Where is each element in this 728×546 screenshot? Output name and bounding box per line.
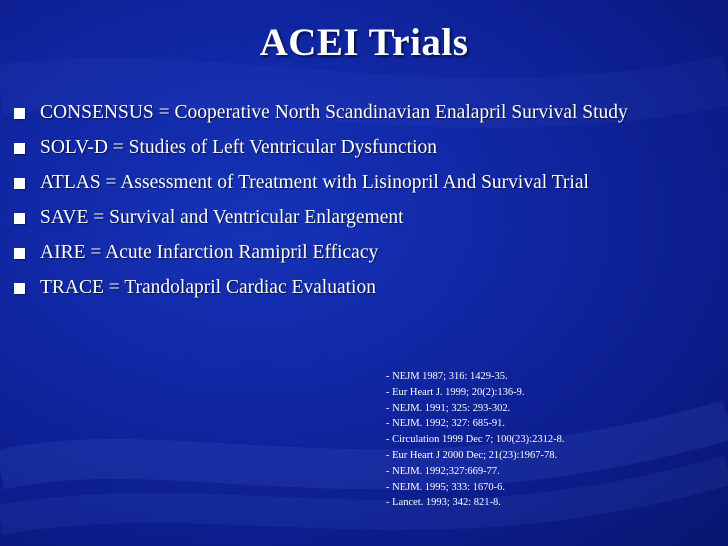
bullet-item (14, 206, 714, 230)
reference-item: - NEJM. 1991; 325: 293-302. (386, 402, 511, 414)
bullet-item (14, 101, 714, 125)
square-bullet-icon (14, 213, 25, 224)
reference-item: - Eur Heart J 2000 Dec; 21(23):1967-78. (386, 449, 558, 461)
reference-item: - NEJM 1987; 316: 1429-35. (386, 371, 508, 382)
reference-item: - NEJM. 1995; 333: 1670-6. (386, 481, 505, 493)
square-bullet-icon (14, 283, 25, 294)
bullet-text: AIRE = Acute Infarction Ramipril Efficacy (40, 242, 379, 263)
square-bullet-icon (14, 108, 25, 119)
reference-item: - NEJM. 1992;327:669-77. (386, 465, 500, 477)
square-bullet-icon (14, 178, 25, 189)
bullet-item (14, 171, 714, 195)
reference-list (386, 369, 564, 511)
slide-title: ACEI Trials (259, 21, 469, 64)
bullet-text: ATLAS = Assessment of Treatment with Lisinopril And Survival Trial (40, 172, 589, 193)
reference-item: - Eur Heart J. 1999; 20(2):136-9. (386, 386, 525, 398)
square-bullet-icon (14, 248, 25, 259)
bullet-item (14, 241, 714, 265)
bullet-text: TRACE = Trandolapril Cardiac Evaluation (40, 277, 376, 298)
reference-item: - NEJM. 1992; 327: 685-91. (386, 418, 505, 430)
square-bullet-icon (14, 143, 25, 154)
bullet-text: SAVE = Survival and Ventricular Enlargement (40, 207, 404, 228)
bullet-item (14, 136, 714, 160)
bullet-text: CONSENSUS = Cooperative North Scandinavian Enalapril Survival Study (40, 102, 628, 123)
reference-item: - Lancet. 1993; 342: 821-8. (386, 497, 501, 509)
bullet-list (14, 101, 714, 311)
reference-item: - Circulation 1999 Dec 7; 100(23):2312-8. (386, 434, 565, 446)
bullet-item (14, 276, 714, 300)
bullet-text: SOLV-D = Studies of Left Ventricular Dysfunction (40, 137, 437, 158)
